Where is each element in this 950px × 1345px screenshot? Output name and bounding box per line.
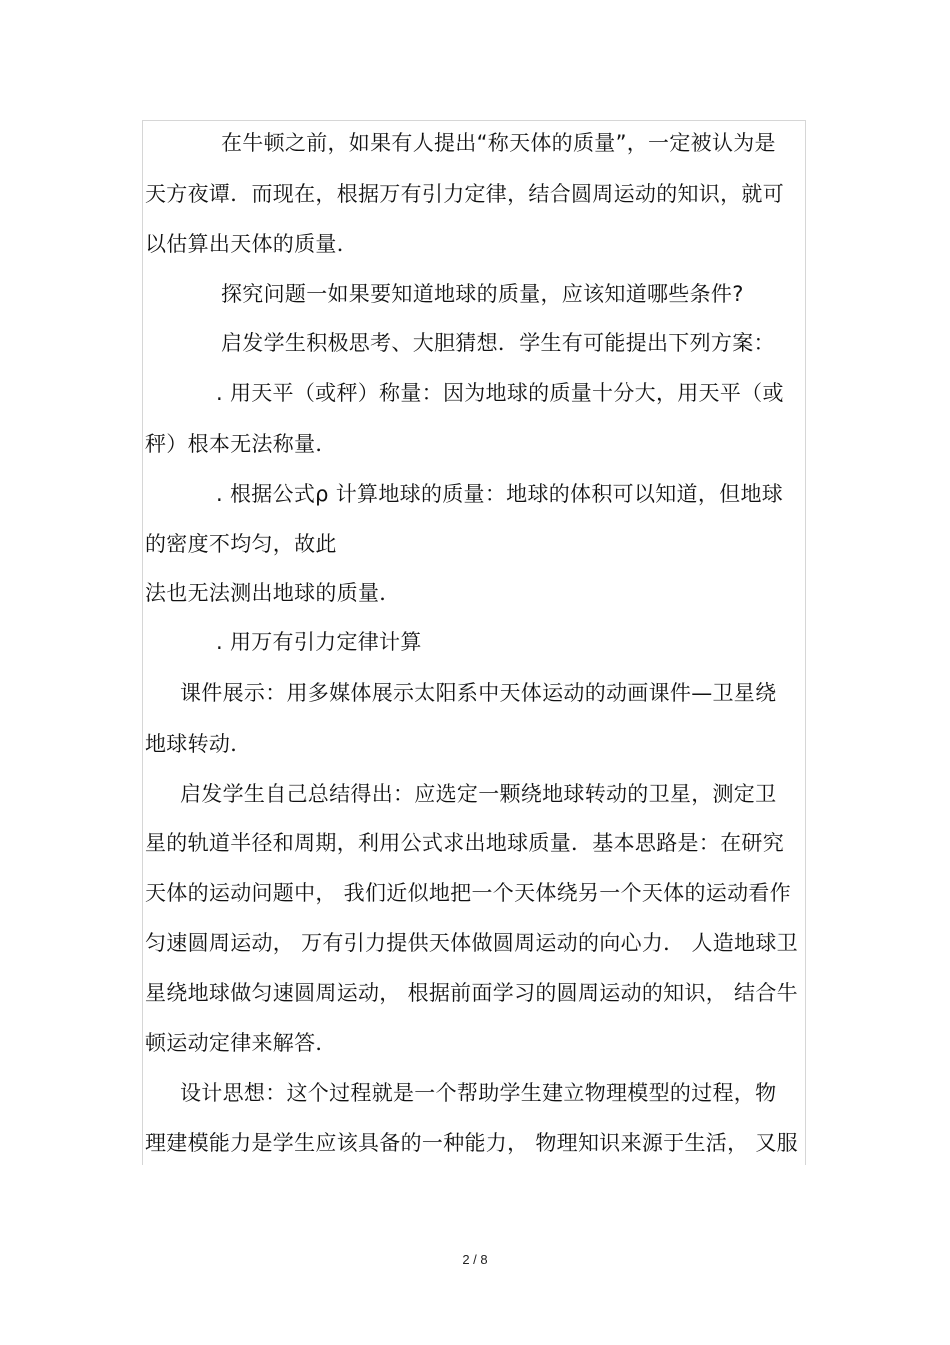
text-line-4: 探究问题一如果要知道地球的质量，应该知道哪些条件?: [221, 282, 744, 306]
text-line-19: 顿运动定律来解答．: [145, 1031, 337, 1055]
text-line-17: 匀速圆周运动， 万有引力提供天体做圆周运动的向心力． 人造地球卫: [145, 931, 798, 955]
text-line-11: . 用万有引力定律计算: [216, 630, 422, 654]
text-line-1: 在牛顿之前，如果有人提出“称天体的质量”，一定被认为是: [221, 131, 776, 155]
text-line-10: 法也无法测出地球的质量．: [145, 581, 401, 605]
text-line-8: . 根据公式ρ 计算地球的质量：地球的体积可以知道，但地球: [216, 482, 784, 506]
text-line-18: 星绕地球做匀速圆周运动， 根据前面学习的圆周运动的知识， 结合牛: [145, 981, 798, 1005]
text-line-9: 的密度不均匀，故此: [145, 532, 337, 556]
text-line-13: 地球转动．: [145, 732, 252, 756]
text-line-14: 启发学生自己总结得出：应选定一颗绕地球转动的卫星，测定卫: [180, 782, 777, 806]
text-line-16: 天体的运动问题中， 我们近似地把一个天体绕另一个天体的运动看作: [145, 881, 791, 905]
text-line-15: 星的轨道半径和周期，利用公式求出地球质量．基本思路是：在研究: [145, 831, 784, 855]
text-line-2: 天方夜谭．而现在，根据万有引力定律，结合圆周运动的知识，就可: [145, 182, 784, 206]
text-line-12: 课件展示：用多媒体展示太阳系中天体运动的动画课件—卫星绕: [180, 681, 777, 705]
text-line-6: . 用天平（或秤）称量：因为地球的质量十分大，用天平（或: [216, 381, 784, 405]
text-line-7: 秤）根本无法称量．: [145, 432, 337, 456]
text-line-3: 以估算出天体的质量．: [145, 232, 358, 256]
text-line-20: 设计思想：这个过程就是一个帮助学生建立物理模型的过程，物: [180, 1081, 777, 1105]
text-line-21: 理建模能力是学生应该具备的一种能力， 物理知识来源于生活， 又服: [145, 1131, 798, 1155]
page-number: 2 / 8: [462, 1252, 488, 1267]
text-line-5: 启发学生积极思考、大胆猜想．学生有可能提出下列方案：: [221, 331, 775, 355]
